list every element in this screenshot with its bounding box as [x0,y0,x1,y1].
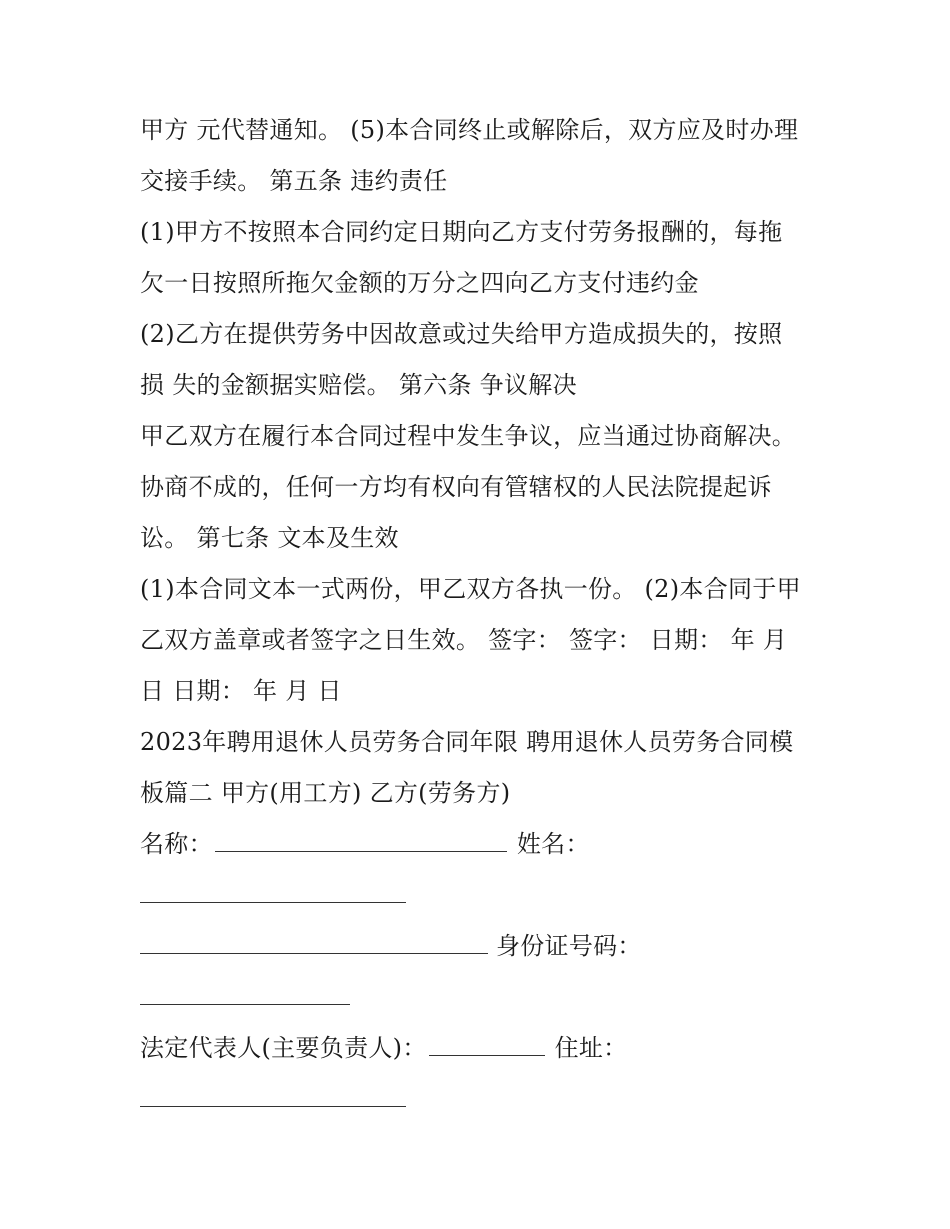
form-row-legal-rep [140,1023,820,1074]
text-line: (1)本合同文本一式两份，甲乙双方各执一份。 (2)本合同于甲 [140,575,801,603]
name-label: 名称： [140,830,213,858]
text-line: 损 失的金额据实赔偿。 第六条 争议解决 [140,371,577,399]
text-line: 交接手续。 第五条 违约责任 [140,167,448,195]
text-line: 日 日期： 年 月 日 [140,677,342,705]
name-blank [215,833,507,852]
text-line: 讼。 第七条 文本及生效 [140,524,399,552]
text-line: 甲方 元代替通知。 (5)本合同终止或解除后，双方应及时办理 [140,116,799,144]
document-body [140,105,820,1125]
form-row-name [140,819,820,870]
id-number-label: 身份证号码： [495,932,642,960]
text-line: (2)乙方在提供劳务中因故意或过失给甲方造成损失的，按照 [140,320,783,348]
legal-rep-label: 法定代表人(主要负责人)： [140,1034,427,1062]
id-number-blank [140,986,350,1005]
form-row-id [140,921,820,972]
text-line: 欠一日按照所拖欠金额的万分之四向乙方支付违约金 [140,269,699,297]
text-line: 2023年聘用退休人员劳务合同年限 聘用退休人员劳务合同模 [140,728,794,756]
text-line: 协商不成的，任何一方均有权向有管辖权的人民法院提起诉 [140,473,772,501]
id-prefix-blank [140,935,488,954]
person-name-blank [140,884,406,903]
form-row-blank [140,972,820,1023]
address-blank [140,1088,406,1107]
legal-rep-blank [429,1037,545,1056]
address-label: 住址： [554,1034,628,1062]
text-line: 乙双方盖章或者签字之日生效。 签字： 签字： 日期： 年 月 [140,626,788,654]
person-name-label: 姓名： [516,830,590,858]
text-line: (1)甲方不按照本合同约定日期向乙方支付劳务报酬的，每拖 [140,218,783,246]
text-line: 板篇二 甲方(用工方) 乙方(劳务方) [140,779,511,807]
text-line: 甲乙双方在履行本合同过程中发生争议，应当通过协商解决。 [140,422,797,450]
form-row-blank [140,870,820,921]
form-row-blank [140,1074,820,1125]
